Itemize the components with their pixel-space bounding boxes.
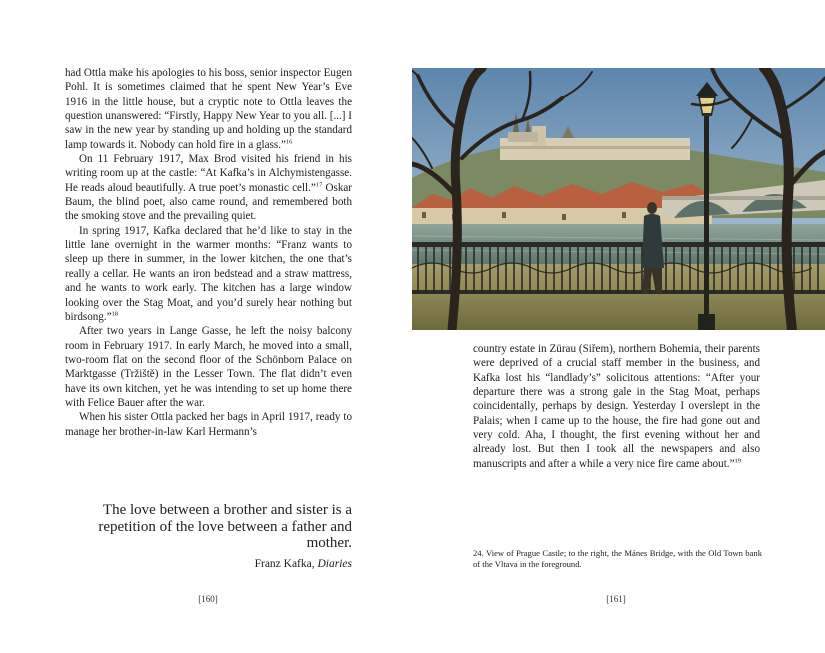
figure-caption: 24. View of Prague Castle; to the right, the Mánes Bridge, with the Old Town bank of the Vltava in the foreground. xyxy=(473,548,762,569)
paragraph: country estate in Zürau (Siřem), northern Bohemia, their parents were deprived of a crucial staff member in the business, and Kafka lost his “landlady’s” solicitous attentions: “After your departure there was a strong gale in the Stag Moat, perhaps coincidentally, perhaps by design. Yesterday I overslept in the Palais; when I came up to the house, the fire had gone out and very cold. Aha, I thought, the first evening without her and already lost. But then I took all the newspapers and also manuscripts and after a while a very nice fire came about.”$^{19}$ xyxy=(473,343,760,470)
right-body-text xyxy=(473,342,760,471)
left-body-text xyxy=(65,66,352,439)
quote-text: The love between a brother and sister is a repetition of the love between a father and mother. xyxy=(98,502,352,551)
paragraph: had Ottla make his apologies to his boss, senior inspector Eugen Pohl. It is sometimes claimed that he spent New Year’s Eve 1916 in the little house, but a cryptic note to Ottla leaves the question unanswered: “Firstly, Happy New Year to you all. [...] I saw in the new year by standing up and holding up the standard lamp towards it. Nobody can hold fire in a glass.”$^{16}$ xyxy=(65,67,352,151)
left-page xyxy=(0,0,412,653)
footnote-ref: 16 xyxy=(285,138,293,146)
paragraph: After two years in Lange Gasse, he left the noisy balcony room in February 1917. In early March, he moved into a small, two-room flat on the second floor of the Schönborn Palace on Marktgasse (Tržiště) in the Lesser Town. The flat didn’t even have its own kitchen, yet he was intending to set up home there with Felice Bauer after the war. xyxy=(65,325,352,409)
page-number-right: [161] xyxy=(606,594,626,604)
paragraph: When his sister Ottla packed her bags in April 1917, ready to manage her brother-in-law Karl Hermann’s xyxy=(65,411,352,438)
paragraph: In spring 1917, Kafka declared that he’d like to stay in the little lane overnight in the warmer months: “Franz wants to sleep up there in summer, in the lower kitchen, the one that’s really a cellar. He wants an iron bedstead and a straw mattress, and he wants to work early. The kitchen has a large window looking over the Stag Moat, and you’d surely hear nothing but birdsong.”$^{18}$ xyxy=(65,224,352,323)
footnote-ref: 19 xyxy=(734,457,742,465)
pull-quote xyxy=(80,502,352,570)
paragraph: On 11 February 1917, Max Brod visited his friend in his writing room up at the castle: “At Kafka’s in Alchymistengasse. He reads aloud beautifully. A true poet’s monastic cell.”$^{17}$ Oskar Baum, the blind poet, also came round, and remembered both the smoking stove and the prevailing quiet. xyxy=(65,153,352,223)
right-page xyxy=(412,0,825,653)
page-number-left: [160] xyxy=(198,594,218,604)
quote-work: Diaries xyxy=(317,557,352,570)
footnote-ref: 17 xyxy=(315,181,323,189)
footnote-ref: 18 xyxy=(111,310,119,318)
quote-source: Franz Kafka, Diaries xyxy=(254,557,352,570)
prague-castle-photo xyxy=(412,68,825,330)
